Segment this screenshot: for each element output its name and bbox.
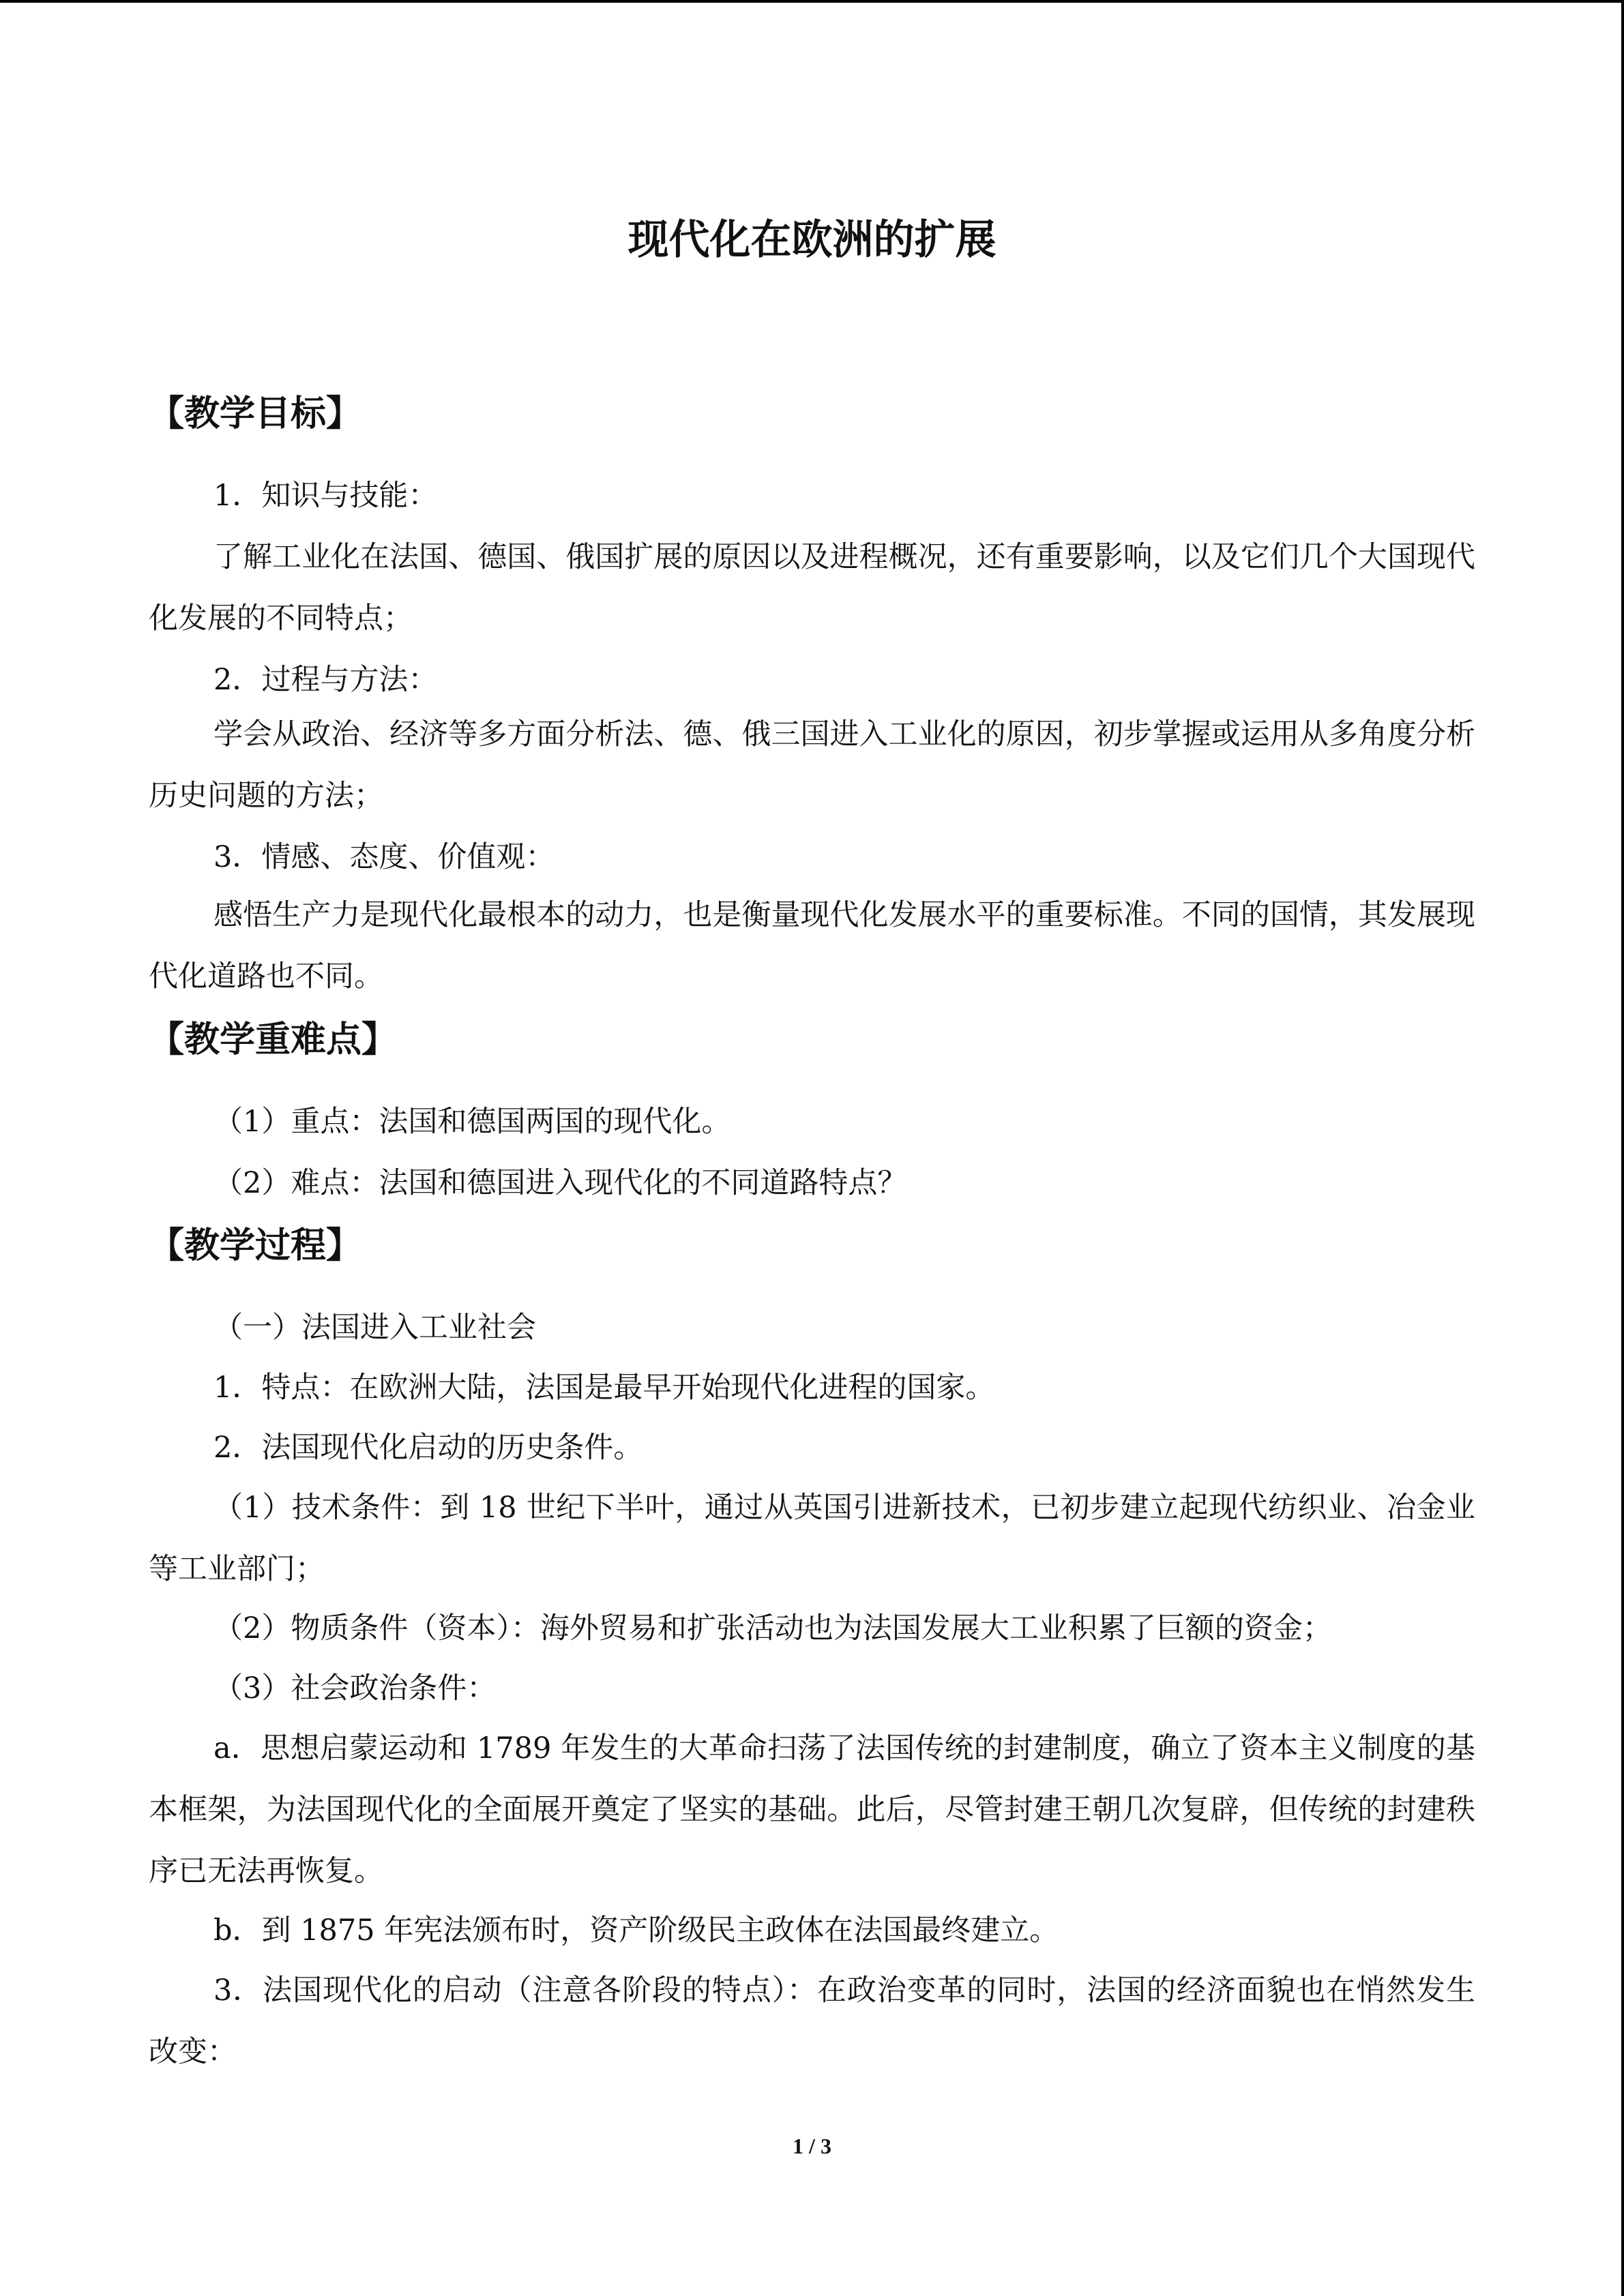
objective-item: 了解工业化在法国、德国、俄国扩展的原因以及进程概况，还有重要影响，以及它们几个大国现代化发展的不同特点； [149,540,1475,636]
process-item: a．思想启蒙运动和 1789 年发生的大革命扫荡了法国传统的封建制度，确立了资本主义制度的基本框架，为法国现代化的全面展开奠定了坚实的基础。此后，尽管封建王朝几次复辟，但传统的封建秩序已无法再恢复。 [149,1731,1475,1888]
process-item: （3）社会政治条件： [213,1671,497,1705]
section-heading-objectives: 【教学目标】 [149,393,362,434]
objective-item: 3．情感、态度、价值观： [213,840,555,874]
document-title: 现代化在欧洲的扩展 [628,216,996,264]
section-heading-key-points: 【教学重难点】 [149,1019,398,1060]
process-item: b．到 1875 年宪法颁布时，资产阶级民主政体在法国最终建立。 [213,1913,1059,1948]
process-item: （一）法国进入工业社会 [213,1311,536,1345]
objective-item: 1．知识与技能： [213,479,438,513]
page-right-border [1621,0,1624,2296]
process-item: 2．法国现代化启动的历史条件。 [213,1431,643,1465]
process-item: （2）物质条件（资本）：海外贸易和扩张活动也为法国发展大工业积累了巨额的资金； [213,1611,1332,1645]
process-item: （1）技术条件：到 18 世纪下半叶，通过从英国引进新技术，已初步建立起现代纺织业、冶金业等工业部门； [149,1491,1475,1586]
objective-item: 感悟生产力是现代化最根本的动力，也是衡量现代化发展水平的重要标准。不同的国情，其发展现代化道路也不同。 [149,898,1475,994]
key-point-item: （2）难点：法国和德国进入现代化的不同道路特点？ [213,1166,907,1200]
section-heading-process: 【教学过程】 [149,1225,362,1266]
key-point-item: （1）重点：法国和德国两国的现代化。 [213,1105,731,1139]
page-top-border [0,0,1624,3]
process-item: 3．法国现代化的启动（注意各阶段的特点）：在政治变革的同时，法国的经济面貌也在悄然发生改变： [149,1973,1475,2069]
objective-item: 2．过程与方法： [213,663,438,697]
page-number: 1 / 3 [793,2134,831,2158]
objective-item: 学会从政治、经济等多方面分析法、德、俄三国进入工业化的原因，初步掌握或运用从多角度分析历史问题的方法； [149,717,1475,813]
process-item: 1．特点：在欧洲大陆，法国是最早开始现代化进程的国家。 [213,1371,995,1405]
